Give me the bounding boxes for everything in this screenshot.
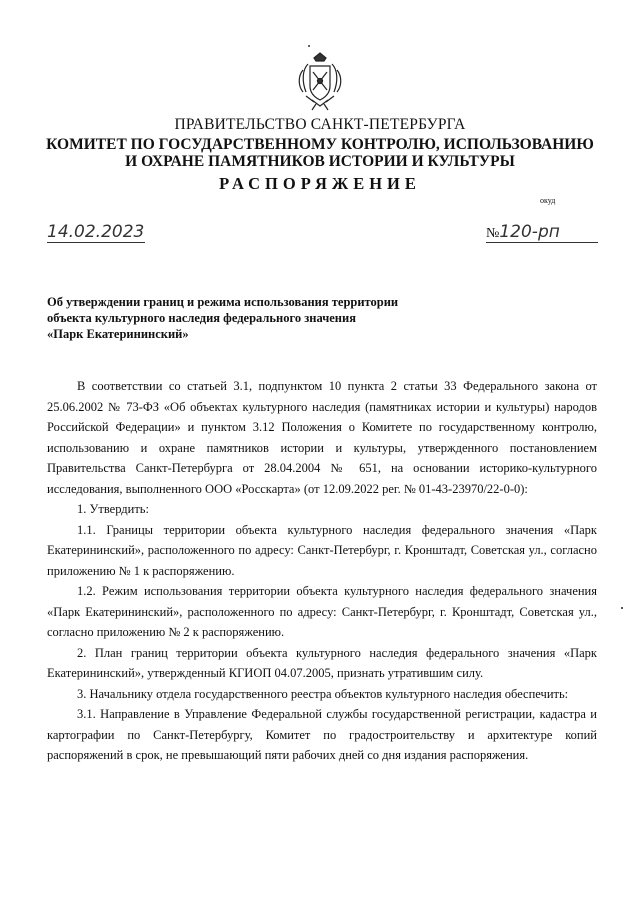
clause-2: 2. План границ территории объекта культурного наследия федерального значения «Парк Екатерининский», утвержденный КГИОП 04.07.2005, признать утратившим силу. <box>47 645 597 680</box>
document-number <box>486 222 598 243</box>
document-body <box>47 376 597 766</box>
committee-title <box>0 136 640 170</box>
committee-title-line2: И ОХРАНЕ ПАМЯТНИКОВ ИСТОРИИ И КУЛЬТУРЫ <box>125 153 515 170</box>
number-sign: № <box>486 226 500 241</box>
clause-1-2: 1.2. Режим использования территории объекта культурного наследия федерального значения «Парк Екатерининский», расположенного по адресу: Санкт-Петербург, г. Кронштадт, Советская ул., согласно приложению № 2 к распоряжению. <box>47 584 597 639</box>
preamble-paragraph: В соответствии со статьей 3.1, подпунктом 10 пункта 2 статьи 33 Федерального закона от 25.06.2002 № 73-ФЗ «Об объектах культурного наследия (памятниках истории и культуры) народов Российской Федерации» и пунктом 3.12 Положения о Комитете по государственному контролю, использованию и охране памятников истории и культуры, утвержденного постановлением Правительства Санкт-Петербурга от 28.04.2004 № 651, на основании историко-культурного исследования, выполненного ООО «Росскарта» (от 12.09.2022 рег. № 01-43-23970/22-0-0): <box>47 379 597 496</box>
document-date: 14.02.2023 <box>47 222 145 242</box>
clause-3: 3. Начальнику отдела государственного реестра объектов культурного наследия обеспечить: <box>77 686 569 701</box>
government-title: ПРАВИТЕЛЬСТВО САНКТ-ПЕТЕРБУРГА <box>174 116 466 133</box>
clause-1-1: 1.1. Границы территории объекта культурного наследия федерального значения «Парк Екатерининский», расположенного по адресу: Санкт-Петербург, г. Кронштадт, Советская ул., согласно приложению № 1 к распоряжению. <box>47 522 597 578</box>
number-value: 120-рп <box>499 222 560 242</box>
committee-title-line1: КОМИТЕТ ПО ГОСУДАРСТВЕННОМУ КОНТРОЛЮ, ИСПОЛЬЗОВАНИЮ <box>46 136 594 153</box>
subject-line: объекта культурного наследия федерального значения <box>47 311 356 325</box>
document-type-heading: РАСПОРЯЖЕНИЕ <box>219 174 421 193</box>
document-subject <box>47 294 467 342</box>
clause-1: 1. Утвердить: <box>77 502 149 516</box>
coat-of-arms-icon <box>294 52 346 114</box>
scan-speck <box>308 45 310 47</box>
scan-speck <box>621 607 623 609</box>
subject-line: «Парк Екатерининский» <box>47 327 189 341</box>
subject-line: Об утверждении границ и режима использования территории <box>47 295 399 309</box>
okud-label: окуд <box>540 196 556 205</box>
clause-3-1: 3.1. Направление в Управление Федеральной службы государственной регистрации, кадастра и картографии по Санкт-Петербургу, Комитет по градостроительству и архитектуре копий распоряжений в срок, не превышающий пяти рабочих дней со дня издания распоряжения. <box>47 707 597 762</box>
